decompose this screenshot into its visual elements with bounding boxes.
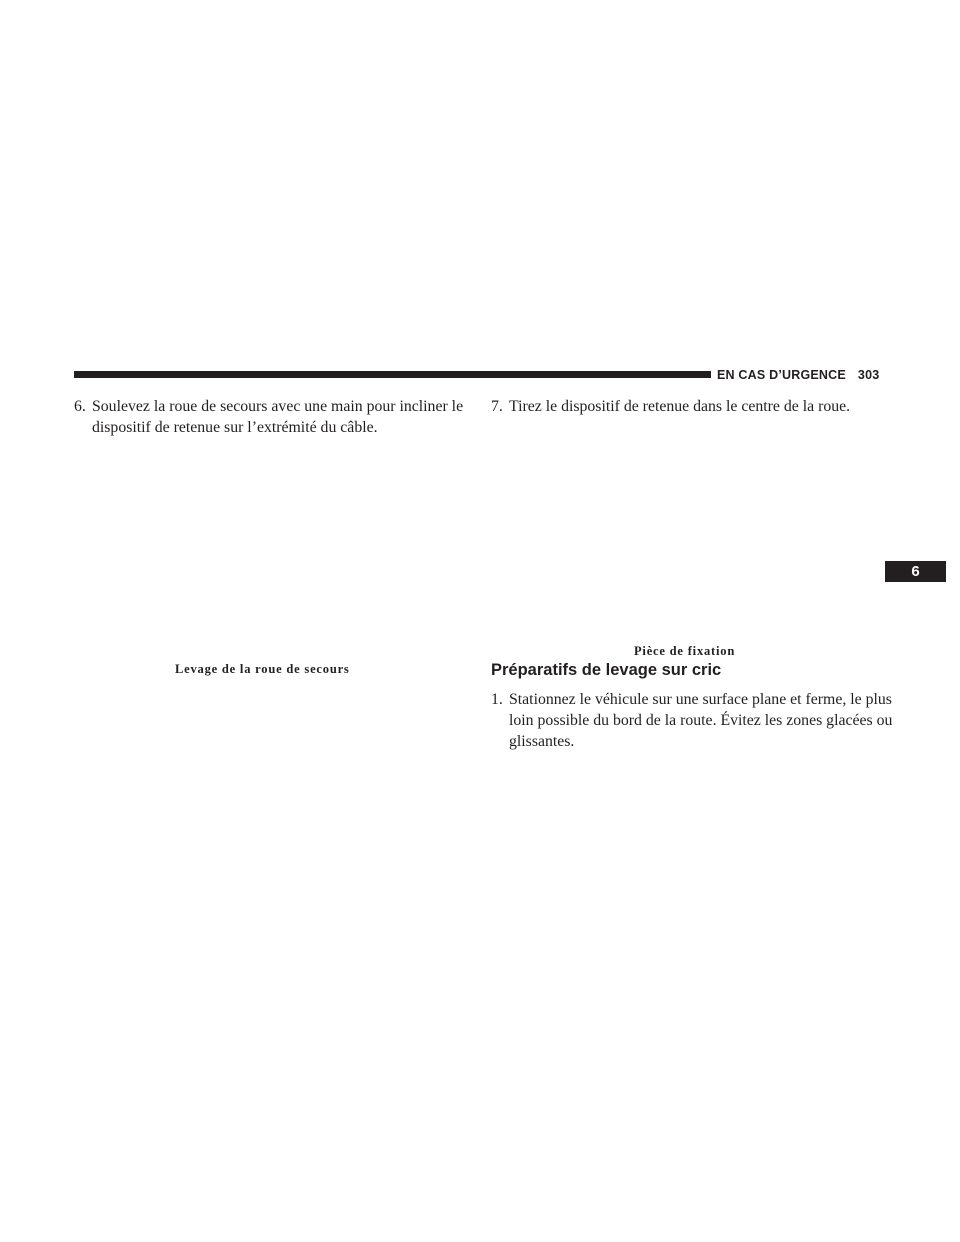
- figure-spare-wheel-lift: [74, 440, 468, 652]
- header-rule: [74, 371, 711, 378]
- figure-retainer-part: [491, 440, 885, 638]
- running-header: [717, 367, 879, 383]
- step-number: 6.: [74, 398, 86, 415]
- figure-caption-right: Pièce de fixation: [634, 644, 736, 658]
- step-7: [491, 396, 909, 417]
- figure-caption-left: Levage de la roue de secours: [175, 662, 350, 676]
- step-text: Stationnez le véhicule sur une surface plane et ferme, le plus loin possible du bord de la route. Évitez les zones glacées ou glissantes.: [509, 691, 893, 750]
- chapter-tab: 6: [885, 561, 946, 582]
- step-number: 1.: [491, 691, 503, 708]
- step-text: Soulevez la roue de secours avec une main pour incliner le dispositif de retenue sur l’extrémité du câble.: [92, 398, 464, 436]
- step-6: [74, 396, 488, 438]
- step-number: 7.: [491, 398, 503, 415]
- step-text: Tirez le dispositif de retenue dans le centre de la roue.: [509, 398, 851, 415]
- step-1: [491, 689, 905, 752]
- section-title: EN CAS D’URGENCE: [717, 368, 846, 382]
- section-heading: Préparatifs de levage sur cric: [491, 661, 722, 679]
- page-number: 303: [857, 368, 880, 382]
